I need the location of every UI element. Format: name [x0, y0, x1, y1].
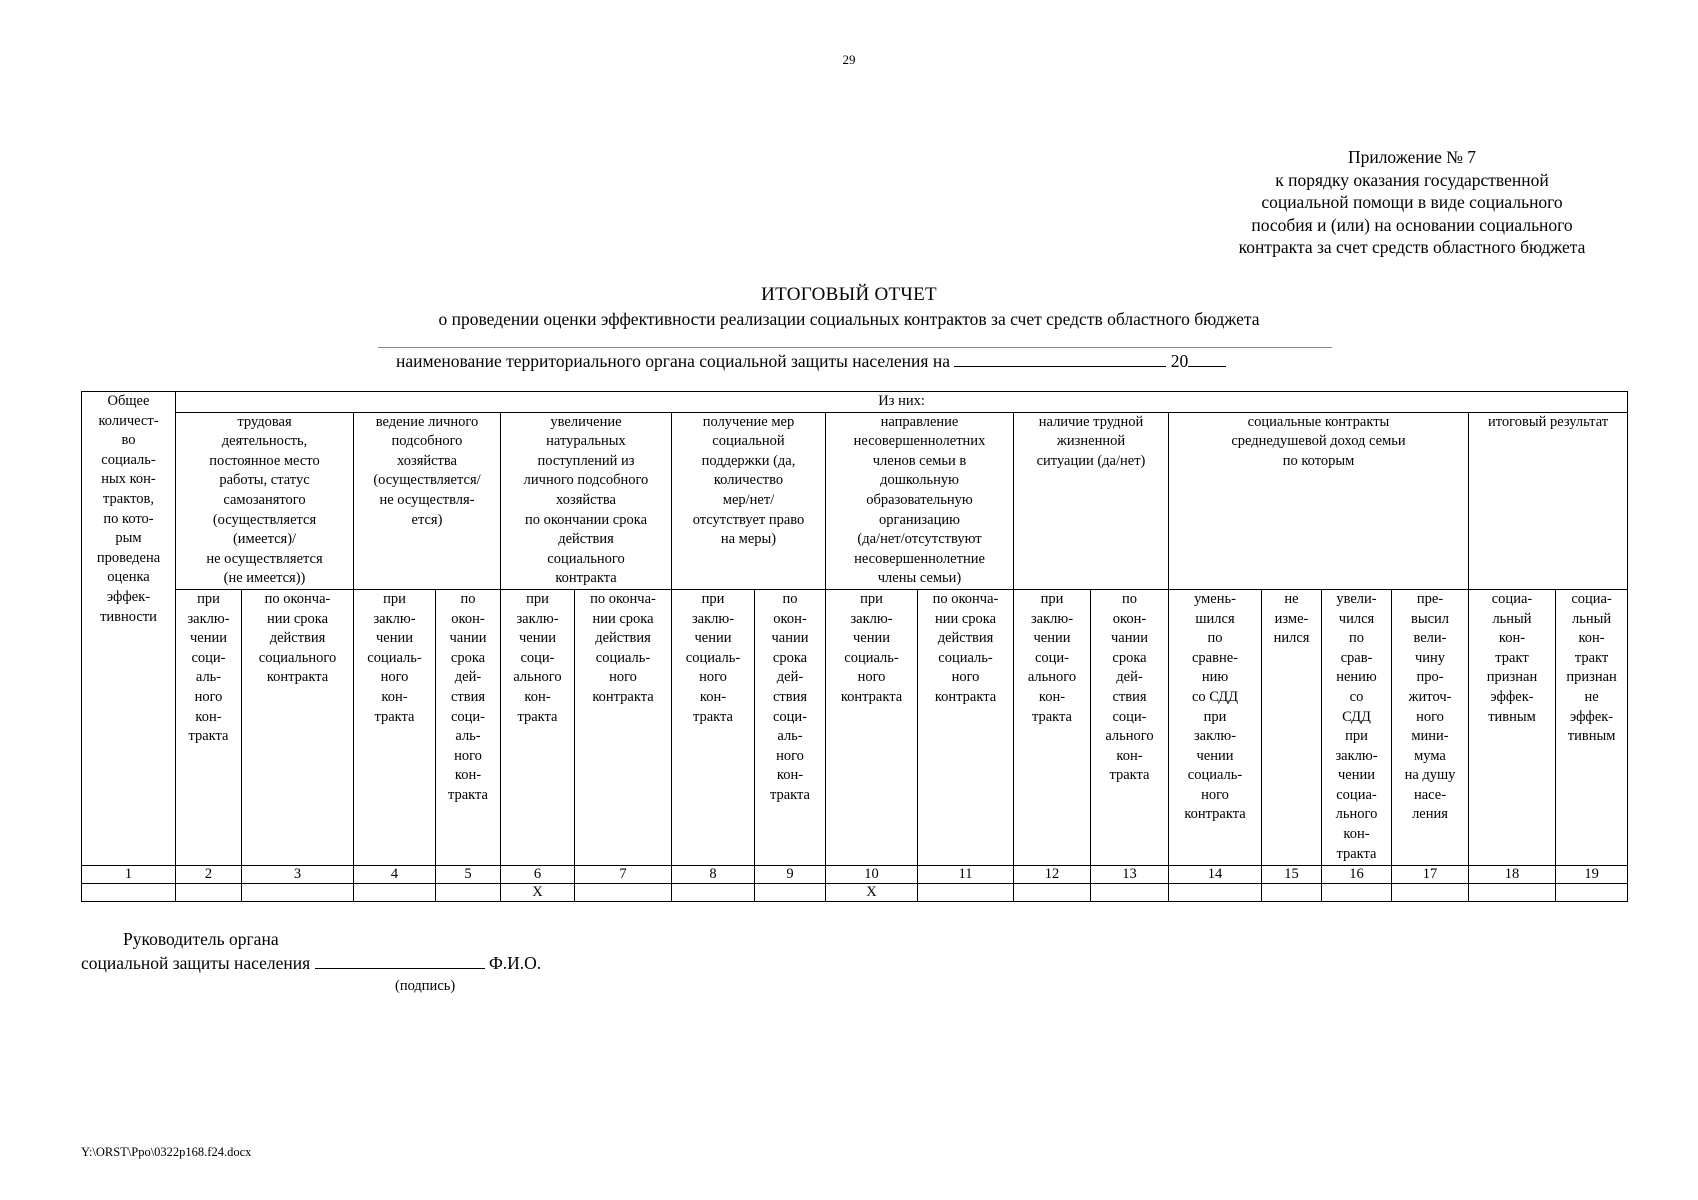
signature-blank	[315, 953, 485, 969]
file-path: Y:\ORST\Ppo\0322p168.f24.docx	[81, 1145, 252, 1159]
subheader-cell: по окон- чании срока дей- ствия соци- аль- ного кон- тракта	[755, 589, 826, 865]
column-number: 7	[575, 865, 672, 883]
subheader-cell: социа- льный кон- тракт признан эффек- тивным	[1469, 589, 1556, 865]
social-protection-label: социальной защиты населения	[81, 953, 311, 973]
subheader-cell: при заклю- чении социаль- ного кон- тракта	[354, 589, 436, 865]
appendix-block	[1212, 146, 1612, 259]
data-cell[interactable]	[354, 883, 436, 901]
column-number: 8	[672, 865, 755, 883]
signature-caption: (подпись)	[395, 978, 456, 994]
data-cell[interactable]	[242, 883, 354, 901]
subheader-cell: пре- высил вели- чину про- житоч- ного мини- мума на душу насе- ления	[1392, 589, 1469, 865]
document-subtitle: о проведении оценки эффективности реализации социальных контрактов за счет средств областного бюджета	[438, 309, 1260, 329]
subheader-cell: при заклю- чении социаль- ного кон- тракта	[672, 589, 755, 865]
column-number: 6	[501, 865, 575, 883]
org-name-blank-line	[378, 347, 1332, 348]
column-number: 10	[826, 865, 918, 883]
data-cell[interactable]	[672, 883, 755, 901]
data-cell[interactable]	[1556, 883, 1628, 901]
column-number: 15	[1262, 865, 1322, 883]
column-number: 1	[82, 865, 176, 883]
subheader-cell: по оконча- нии срока действия социаль- ного контракта	[918, 589, 1014, 865]
subheader-cell: по оконча- нии срока действия социаль- ного контракта	[575, 589, 672, 865]
appendix-line: к порядку оказания государственной	[1275, 169, 1549, 190]
data-cell[interactable]	[755, 883, 826, 901]
group-header-difficult-situation: наличие трудной жизненной ситуации (да/нет)	[1014, 412, 1169, 589]
subheader-cell: по оконча- нии срока действия социального контракта	[242, 589, 354, 865]
appendix-line: пособия и (или) на основании социального	[1251, 214, 1573, 235]
column-number: 11	[918, 865, 1014, 883]
page-number: 29	[842, 52, 856, 67]
total-contracts-header: Общее количест- во социаль- ных кон- трактов, по кото- рым проведена оценка эффек- тивности	[82, 392, 176, 866]
data-cell[interactable]	[1322, 883, 1392, 901]
subheader-cell: при заклю- чении соци- ального кон- тракта	[501, 589, 575, 865]
column-number: 4	[354, 865, 436, 883]
subheader-cell: при заклю- чении соци- ального кон- тракта	[1014, 589, 1091, 865]
group-header-labor: трудовая деятельность, постоянное место работы, статус самозанятого (осуществляется (имеется)/ не осуществляется (не имеется))	[176, 412, 354, 589]
subheader-cell: по окон- чании срока дей- ствия соци- ального кон- тракта	[1091, 589, 1169, 865]
subheader-cell: увели- чился по срав- нению со СДД при заклю- чении социа- льного кон- тракта	[1322, 589, 1392, 865]
column-number: 14	[1169, 865, 1262, 883]
date-blank	[954, 351, 1166, 367]
column-number: 5	[436, 865, 501, 883]
data-cell[interactable]	[1262, 883, 1322, 901]
group-header-household: ведение личного подсобного хозяйства (осуществляется/ не осуществля- ется)	[354, 412, 501, 589]
subheader-cell: при заклю- чении социаль- ного контракта	[826, 589, 918, 865]
data-cell[interactable]	[1392, 883, 1469, 901]
column-number: 18	[1469, 865, 1556, 883]
data-cell[interactable]	[436, 883, 501, 901]
fio-label: Ф.И.О.	[488, 953, 542, 973]
column-number: 19	[1556, 865, 1628, 883]
column-number: 12	[1014, 865, 1091, 883]
column-number: 16	[1322, 865, 1392, 883]
data-cell[interactable]: X	[501, 883, 575, 901]
group-header-average-income: социальные контракты среднедушевой доход семьи по которым	[1169, 412, 1469, 589]
year-prefix: 20	[1170, 351, 1189, 371]
subheader-cell: социа- льный кон- тракт признан не эффек- тивным	[1556, 589, 1628, 865]
group-header-support-measures: получение мер социальной поддержки (да, количество мер/нет/ отсутствует право на меры)	[672, 412, 826, 589]
column-number: 9	[755, 865, 826, 883]
column-number: 2	[176, 865, 242, 883]
data-cell[interactable]	[575, 883, 672, 901]
document-title: ИТОГОВЫЙ ОТЧЕТ	[761, 284, 937, 305]
group-header-preschool: направление несовершеннолетних членов семьи в дошкольную образовательную организацию (да/нет/отсутствуют несовершеннолетние члены семьи)	[826, 412, 1014, 589]
report-table	[81, 391, 1628, 902]
data-cell[interactable]	[82, 883, 176, 901]
subheader-cell: умень- шился по сравне- нию со СДД при заклю- чении социаль- ного контракта	[1169, 589, 1262, 865]
data-cell[interactable]	[1169, 883, 1262, 901]
head-of-agency-label: Руководитель органа	[123, 929, 279, 949]
data-cell[interactable]	[176, 883, 242, 901]
appendix-line: контракта за счет средств областного бюджета	[1238, 237, 1586, 257]
of-them-header: Из них:	[176, 392, 1628, 413]
signature-block	[81, 927, 541, 975]
subheader-cell: не изме- нился	[1262, 589, 1322, 865]
subheader-cell: при заклю- чении соци- аль- ного кон- тракта	[176, 589, 242, 865]
group-header-final-result: итоговый результат	[1469, 412, 1628, 589]
data-cell[interactable]	[918, 883, 1014, 901]
data-cell[interactable]	[1469, 883, 1556, 901]
column-number: 13	[1091, 865, 1169, 883]
subheader-cell: по окон- чании срока дей- ствия соци- аль- ного кон- тракта	[436, 589, 501, 865]
org-line	[396, 351, 1226, 372]
data-cell[interactable]	[1014, 883, 1091, 901]
signature-line	[81, 951, 541, 975]
org-line-text: наименование территориального органа социальной защиты населения на	[396, 351, 950, 371]
year-blank	[1188, 351, 1226, 367]
column-number: 17	[1392, 865, 1469, 883]
data-cell[interactable]: X	[826, 883, 918, 901]
appendix-line: социальной помощи в виде социального	[1261, 192, 1563, 212]
appendix-line: Приложение № 7	[1347, 147, 1477, 167]
group-header-natural-income: увеличение натуральных поступлений из личного подсобного хозяйства по окончании срока действия социального контракта	[501, 412, 672, 589]
data-cell[interactable]	[1091, 883, 1169, 901]
column-number: 3	[242, 865, 354, 883]
